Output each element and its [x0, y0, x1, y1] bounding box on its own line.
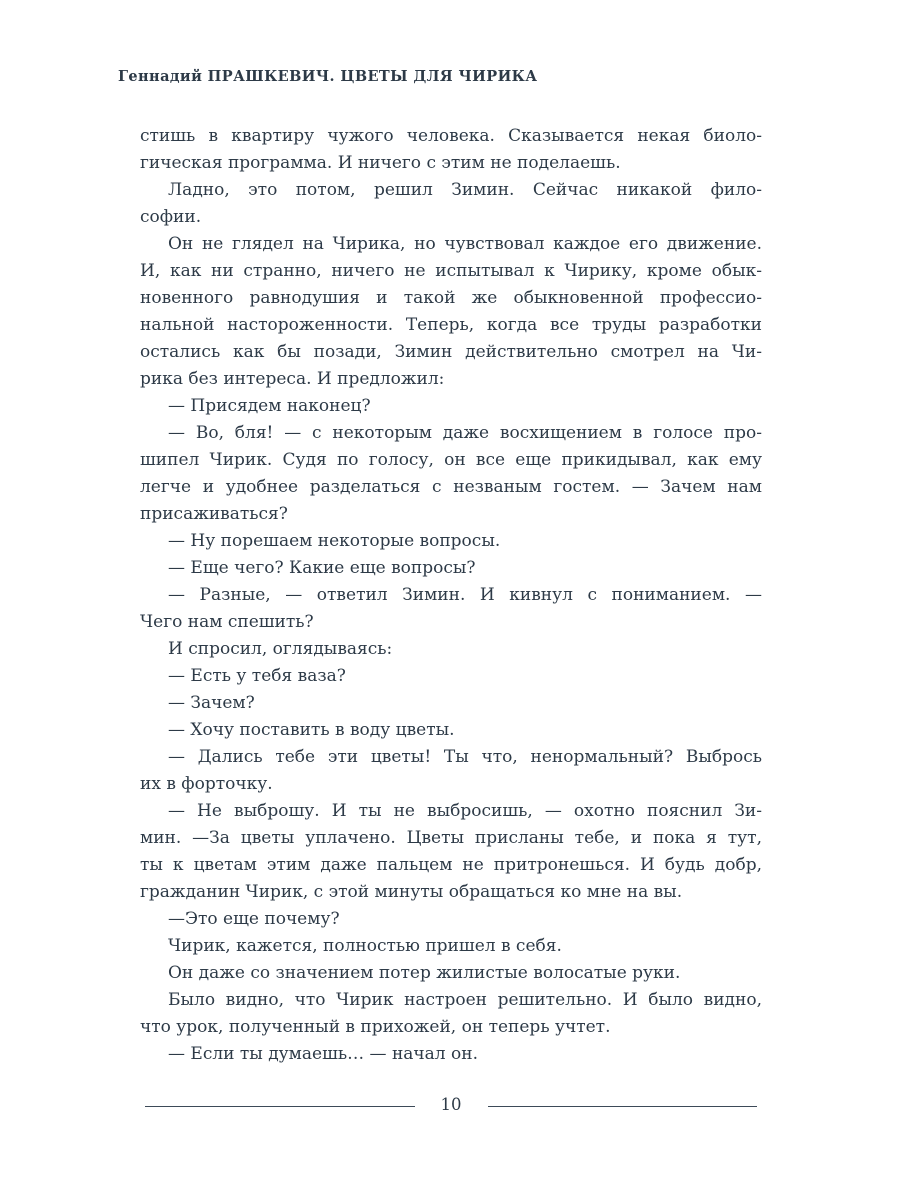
text-line: — Присядем наконец? — [168, 396, 371, 416]
paragraph — [140, 906, 762, 933]
text-line: — Дались тебе эти цветы! Ты что, ненормальный? Выбрось — [168, 747, 762, 767]
paragraph — [140, 555, 762, 582]
text-line: —Это еще почему? — [168, 909, 340, 929]
paragraph — [140, 663, 762, 690]
text-line: — Хочу поставить в воду цветы. — [168, 720, 455, 740]
paragraph — [140, 582, 762, 636]
text-line: их в форточку. — [140, 774, 273, 794]
text-line: — Во, бля! — с некоторым даже восхищением в голосе про- — [168, 423, 762, 443]
text-line: Он даже со значением потер жилистые волосатые руки. — [168, 963, 681, 983]
text-line: Чего нам спешить? — [140, 612, 314, 632]
text-line: нальной настороженности. Теперь, когда все труды разработки — [140, 315, 762, 335]
text-line: шипел Чирик. Судя по голосу, он все еще прикидывал, как ему — [140, 450, 762, 470]
text-line: Ладно, это потом, решил Зимин. Сейчас никакой фило- — [168, 180, 762, 200]
text-line: — Если ты думаешь… — начал он. — [168, 1044, 478, 1064]
paragraph — [140, 528, 762, 555]
paragraph — [140, 177, 762, 231]
text-line: — Разные, — ответил Зимин. И кивнул с пониманием. — — [168, 585, 762, 605]
text-line: рика без интереса. И предложил: — [140, 369, 445, 389]
text-line: остались как бы позади, Зимин действительно смотрел на Чи- — [140, 342, 762, 362]
paragraph — [140, 987, 762, 1041]
text-line: гражданин Чирик, с этой минуты обращаться ко мне на вы. — [140, 882, 683, 902]
paragraph — [140, 393, 762, 420]
text-line: гическая программа. И ничего с этим не поделаешь. — [140, 153, 621, 173]
paragraph — [140, 231, 762, 393]
text-line: Было видно, что Чирик настроен решительно. И было видно, — [168, 990, 762, 1010]
text-line: — Не выброшу. И ты не выбросишь, — охотно пояснил Зи- — [168, 801, 762, 821]
text-line: И спросил, оглядываясь: — [168, 639, 393, 659]
text-line: ты к цветам этим даже пальцем не притронешься. И будь добр, — [140, 855, 762, 875]
text-line: софии. — [140, 207, 202, 227]
page-number: 10 — [440, 1094, 462, 1114]
text-line: Чирик, кажется, полностью пришел в себя. — [168, 936, 562, 956]
text-line: присаживаться? — [140, 504, 288, 524]
text-line: — Еще чего? Какие еще вопросы? — [168, 558, 476, 578]
paragraph — [140, 933, 762, 960]
running-header: Геннадий ПРАШКЕВИЧ. ЦВЕТЫ ДЛЯ ЧИРИКА — [118, 68, 538, 85]
paragraph — [140, 636, 762, 663]
paragraph — [140, 420, 762, 528]
text-line: — Есть у тебя ваза? — [168, 666, 346, 686]
paragraph — [140, 960, 762, 987]
paragraph — [140, 1041, 762, 1068]
paragraph — [140, 744, 762, 798]
paragraph — [140, 798, 762, 906]
text-line: — Ну порешаем некоторые вопросы. — [168, 531, 501, 551]
text-line: И, как ни странно, ничего не испытывал к Чирику, кроме обык- — [140, 261, 762, 281]
text-line: легче и удобнее разделаться с незваным гостем. — Зачем нам — [140, 477, 762, 497]
footer-rule-left — [145, 1106, 415, 1107]
text-line: мин. —За цветы уплачено. Цветы присланы тебе, и пока я тут, — [140, 828, 762, 848]
page-footer — [145, 1095, 757, 1117]
paragraph — [140, 123, 762, 177]
text-line: что урок, полученный в прихожей, он теперь учтет. — [140, 1017, 611, 1037]
paragraph — [140, 717, 762, 744]
text-line: — Зачем? — [168, 693, 255, 713]
footer-rule-right — [488, 1106, 758, 1107]
text-line: Он не глядел на Чирика, но чувствовал каждое его движение. — [168, 234, 762, 254]
text-line: стишь в квартиру чужого человека. Сказывается некая биоло- — [140, 126, 762, 146]
page-body — [140, 123, 762, 1068]
paragraph — [140, 690, 762, 717]
text-line: новенного равнодушия и такой же обыкновенной профессио- — [140, 288, 762, 308]
